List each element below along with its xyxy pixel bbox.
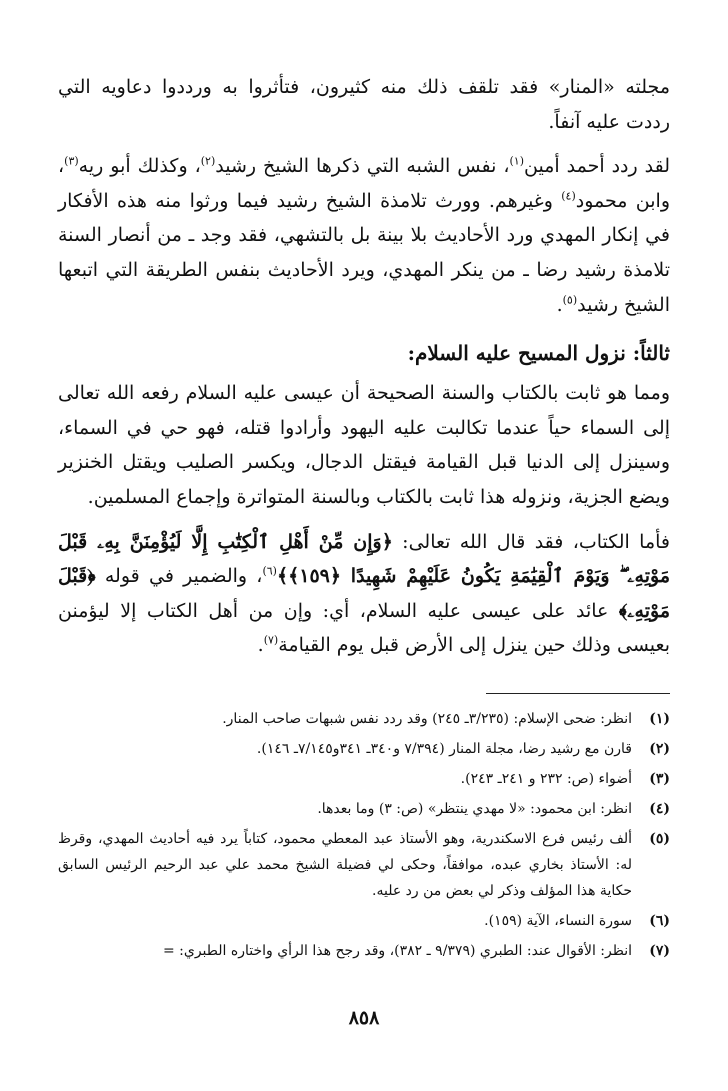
quran-verse-fragment: ﴿قَبْلَ مَوْتِهِۦ﴾ (58, 565, 670, 622)
footnote-number: (٤) (649, 800, 670, 817)
quran-verse: ﴿وَإِن مِّنْ أَهْلِ ٱلْكِتَٰبِ إِلَّا لَيُؤْمِنَنَّ بِهِۦ قَبْلَ مَوْتِهِۦ ۖ وَيَوْمَ ٱلْقِيَٰمَةِ يَكُونُ عَلَيْهِمْ شَهِيدًا ﴿١٥٩﴾﴾ (58, 530, 670, 588)
footnote-number: (٦) (649, 912, 670, 929)
footnote-text: ألف رئيس فرع الاسكندرية، وهو الأستاذ عبد المعطي محمود، كتاباً يرد فيه أحاديث المهدي، وقرظ له: الأستاذ بخاري عبده، موافقاً، وحكى لي فضيلة الشيخ محمد علي عبد الرحيم الرئيس السابق حكاية هذا المؤلف وذكر لي بعض من رد عليه. (58, 830, 632, 899)
text-run: ، نفس الشبه التي ذكرها الشيخ رشيد (215, 155, 510, 178)
text-run: ، والضمير في قوله (95, 565, 263, 588)
footnote-number: (٥) (649, 830, 670, 847)
footnote-number: (٢) (649, 740, 670, 757)
footnote-ref-6[interactable]: (٦) (262, 564, 277, 578)
footnote-number: (١) (649, 710, 670, 727)
footnote-item (58, 908, 670, 934)
footnote-item (58, 736, 670, 762)
footnote-text: أضواء (ص: ٢٣٢ و ٢٤١ـ ٢٤٣). (460, 770, 632, 787)
footnote-ref-4[interactable]: (٤) (561, 189, 576, 203)
text-run: فأما الكتاب، فقد قال الله تعالى: (392, 530, 671, 553)
footnote-number: (٣) (649, 770, 670, 787)
footnote-text: انظر: ابن محمود: «لا مهدي ينتظر» (ص: ٣) وما بعدها. (317, 800, 632, 817)
text-run: ، وكذلك أبو ريه (78, 155, 201, 178)
page-number: ٨٥٨ (348, 1007, 380, 1029)
text-run: وغيرهم. وورث تلامذة الشيخ رشيد فيما ورثوا منه هذه الأفكار في إنكار المهدي ورد الأحاديث بلا بينة بل بالتشهي، فقد وجد ـ من أنصار السنة تلامذة رشيد رضا ـ من ينكر المهدي، ويرد الأحاديث بنفس الطريقة التي اتبعها الشيخ رشيد (58, 189, 670, 316)
footnote-item (58, 796, 670, 822)
text-run: ، وابن محمود (58, 155, 670, 212)
section-heading: ثالثاً: نزول المسيح عليه السلام: (407, 341, 670, 366)
footnote-ref-3[interactable]: (٣) (64, 154, 79, 168)
footnote-ref-7[interactable]: (٧) (263, 633, 279, 647)
footnote-text: قارن مع رشيد رضا، مجلة المنار (٧/٣٩٤ و٣٤٠ـ ٣٤١و٧/١٤٥ـ ١٤٦). (256, 740, 632, 757)
text-run: . (556, 293, 563, 316)
text-run: عائد على عيسى عليه السلام، أي: وإن من أهل الكتاب إلا ليؤمنن بعيسى وذلك حين ينزل إلى الأرض قبل يوم القيامة (58, 599, 670, 657)
text-run: لقد ردد أحمد أمين (524, 155, 671, 178)
paragraph-quran-evidence (58, 525, 670, 663)
footnote-ref-5[interactable]: (٥) (562, 293, 578, 307)
footnotes (58, 706, 670, 964)
footnote-text: سورة النساء، الآية (١٥٩). (484, 912, 632, 929)
footnote-item (58, 766, 670, 792)
footnote-text: انظر: الأقوال عند: الطبري (٩/٣٧٩ ـ ٣٨٢)، وقد رجح هذا الرأي واختاره الطبري: = (162, 942, 632, 959)
footnote-number: (٧) (649, 942, 670, 959)
footnote-text: انظر: ضحى الإسلام: (٣/٢٣٥ـ ٢٤٥) وقد ردد نفس شبهات صاحب المنار. (222, 710, 632, 727)
text-run: . (257, 634, 264, 657)
footnote-item (58, 706, 670, 732)
page-content (58, 70, 670, 968)
paragraph-descent-of-messiah: ومما هو ثابت بالكتاب والسنة الصحيحة أن عيسى عليه السلام رفعه الله تعالى إلى السماء حياً عندما تكالبت عليه اليهود وأرادوا قتله، فهو حي في السماء، وسينزل إلى الدنيا قبل القيامة فيقتل الدجال، ويكسر الصليب ويقتل الخنزير ويضع الجزية، ونزوله هذا ثابت بالكتاب وبالسنة المتواترة وإجماع المسلمين. (58, 382, 670, 508)
paragraph-ahmad-amin (58, 149, 670, 322)
footnote-separator (486, 693, 670, 694)
footnote-item (58, 826, 670, 904)
footnote-ref-2[interactable]: (٢) (200, 154, 216, 168)
footnote-ref-1[interactable]: (١) (509, 154, 524, 168)
paragraph-continuation: مجلته «المنار» فقد تلقف ذلك منه كثيرون، فتأثروا به ورددوا دعاويه التي رددت عليه آنفاً. (58, 76, 670, 133)
footnote-item (58, 938, 670, 964)
